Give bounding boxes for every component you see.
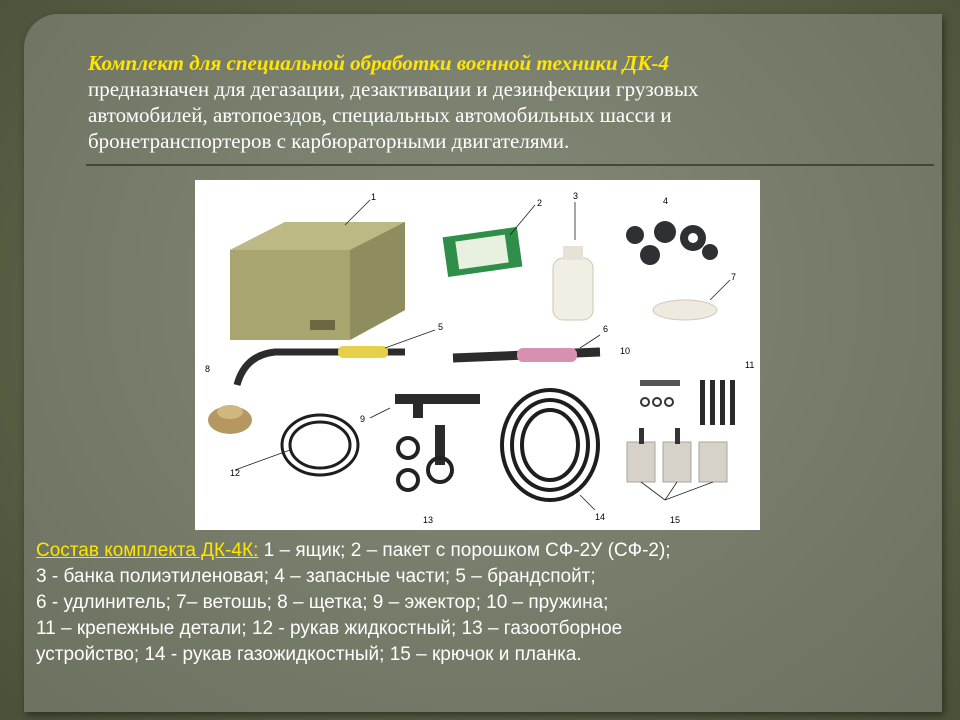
item-gas-liquid-hose-image	[502, 390, 598, 510]
composition-line-5: устройство; 14 - рукав газожидкостный; 15 – крючок и планка.	[36, 644, 582, 665]
callout-1: 1	[371, 192, 377, 202]
item-gas-sampler-image	[398, 425, 452, 490]
intro-line-1: предназначен для дегазации, дезактивации и дезинфекции грузовых	[88, 77, 699, 101]
composition-line-3: 6 - удлинитель; 7– ветошь; 8 – щетка; 9 – эжектор; 10 – пружина;	[36, 592, 609, 613]
composition-line-2: 3 - банка полиэтиленовая; 4 – запасные части; 5 – брандспойт;	[36, 566, 596, 587]
callout-7: 7	[731, 272, 737, 282]
composition-text-1: 1 – ящик; 2 – пакет с порошком СФ-2У (СФ-2);	[258, 540, 671, 561]
composition-line-4: 11 – крепежные детали; 12 - рукав жидкостный; 13 – газоотборное	[36, 618, 623, 639]
callout-2: 2	[537, 198, 543, 208]
item-spare-parts-image	[626, 221, 718, 265]
callout-9: 9	[360, 414, 366, 424]
item-spring-image	[640, 380, 680, 406]
callout-12: 12	[230, 468, 241, 478]
item-extension-image	[453, 335, 600, 362]
kit-photo	[195, 180, 760, 530]
intro-line-2: автомобилей, автопоездов, специальных автомобильных шасси и	[88, 103, 672, 127]
item-box-image	[230, 200, 405, 340]
item-rag-image	[653, 280, 730, 320]
item-fasteners-image	[700, 380, 735, 425]
slide-title: Комплект для специальной обработки военной техники ДК-4	[88, 51, 670, 75]
item-packet-image	[443, 205, 535, 277]
callout-8: 8	[205, 364, 211, 374]
intro-line-3: бронетранспортеров с карбюраторными двигателями.	[88, 129, 570, 153]
callout-14: 14	[595, 512, 606, 522]
item-brush-image	[208, 405, 252, 434]
divider-line	[86, 164, 934, 166]
composition-line-1	[36, 538, 916, 564]
composition-link[interactable]: Состав комплекта ДК-4К:	[36, 540, 259, 561]
composition-paragraph	[36, 538, 916, 668]
callout-5: 5	[438, 322, 444, 332]
callout-15: 15	[670, 515, 681, 525]
callout-11: 11	[745, 360, 755, 370]
item-jar-image	[553, 202, 593, 320]
item-liquid-hose-image	[235, 415, 358, 475]
intro-paragraph	[88, 50, 908, 154]
callout-6: 6	[603, 324, 609, 334]
callout-3: 3	[573, 191, 579, 201]
callout-4: 4	[663, 196, 669, 206]
callout-13: 13	[423, 515, 434, 525]
callout-10: 10	[620, 346, 631, 356]
item-hooks-plates-image	[627, 428, 727, 500]
item-ejector-image	[370, 394, 480, 418]
